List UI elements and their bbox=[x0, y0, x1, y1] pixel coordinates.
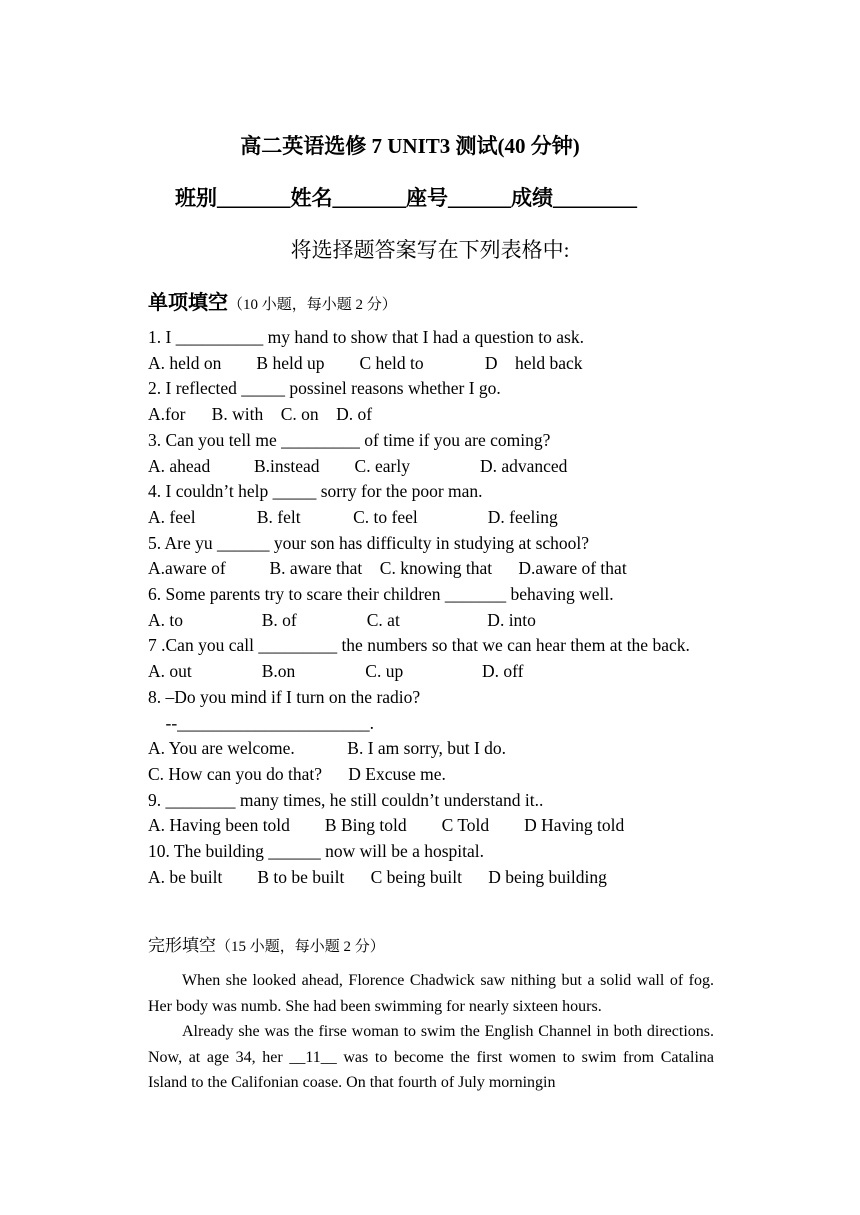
question-stem: 3. Can you tell me _________ of time if you are coming? bbox=[148, 429, 551, 450]
passage-paragraph: Already she was the firse woman to swim the English Channel in both directions. Now, at age 34, her __11__ was to become the first women to swim from Catalina Island to the Califonian coase. On that fourth of July morningin bbox=[148, 1023, 714, 1092]
score-blank[interactable]: ________ bbox=[553, 186, 637, 210]
question-options: A. Having been told B Bing told C Told D Having told bbox=[148, 815, 625, 836]
question-stem: 10. The building ______ now will be a hospital. bbox=[148, 841, 485, 862]
question-list bbox=[148, 325, 714, 890]
document-title: 高二英语选修 7 UNIT3 测试(40 分钟) bbox=[240, 134, 580, 158]
question-stem: 5. Are yu ______ your son has difficulty in studying at school? bbox=[148, 532, 590, 553]
question-options: A.aware of B. aware that C. knowing that D.aware of that bbox=[148, 558, 627, 579]
question-options: A.for B. with C. on D. of bbox=[148, 404, 373, 425]
question-stem: 4. I couldn’t help _____ sorry for the poor man. bbox=[148, 481, 483, 502]
section-note: （10 小题，每小题 2 分） bbox=[228, 297, 397, 313]
question-response-blank: --______________________. bbox=[148, 712, 375, 733]
passage-paragraph: When she looked ahead, Florence Chadwick saw nithing but a solid wall of fog. Her body was numb. She had been swimming for nearly sixteen hours. bbox=[148, 972, 714, 1015]
question-options: A. held on B held up C held to D held back bbox=[148, 352, 583, 373]
seat-number-label: 座号 bbox=[406, 186, 448, 210]
cloze-passage bbox=[148, 968, 714, 1096]
class-blank[interactable]: _______ bbox=[217, 186, 291, 210]
class-label: 班别 bbox=[175, 186, 217, 210]
section-title: 单项填空 bbox=[148, 292, 228, 314]
question-options: A. ahead B.instead C. early D. advanced bbox=[148, 455, 568, 476]
question-stem: 9. ________ many times, he still couldn’t understand it.. bbox=[148, 789, 544, 810]
question-stem: 7 .Can you call _________ the numbers so that we can hear them at the back. bbox=[148, 635, 690, 656]
question-stem: 6. Some parents try to scare their children _______ behaving well. bbox=[148, 584, 614, 605]
question-options: A. out B.on C. up D. off bbox=[148, 661, 524, 682]
question-options: A. be built B to be built C being built D being building bbox=[148, 866, 607, 887]
question-stem: 2. I reflected _____ possinel reasons whether I go. bbox=[148, 378, 501, 399]
section-single-choice-heading bbox=[148, 286, 397, 315]
question-options: A. You are welcome. B. I am sorry, but I do. bbox=[148, 738, 507, 759]
question-options: C. How can you do that? D Excuse me. bbox=[148, 763, 446, 784]
score-label: 成绩 bbox=[511, 186, 553, 210]
name-label: 姓名 bbox=[290, 186, 333, 210]
name-blank[interactable]: _______ bbox=[332, 186, 406, 210]
seat-number-blank[interactable]: ______ bbox=[448, 186, 511, 210]
question-stem: 8. –Do you mind if I turn on the radio? bbox=[148, 686, 421, 707]
student-info-line bbox=[175, 182, 637, 212]
section-title: 完形填空 bbox=[148, 936, 216, 955]
section-cloze-heading bbox=[148, 931, 385, 956]
question-options: A. feel B. felt C. to feel D. feeling bbox=[148, 506, 558, 527]
question-stem: 1. I __________ my hand to show that I had a question to ask. bbox=[148, 327, 584, 347]
section-note: （15 小题，每小题 2 分） bbox=[216, 939, 385, 955]
question-options: A. to B. of C. at D. into bbox=[148, 609, 536, 630]
answer-instruction: 将选择题答案写在下列表格中: bbox=[290, 238, 570, 262]
